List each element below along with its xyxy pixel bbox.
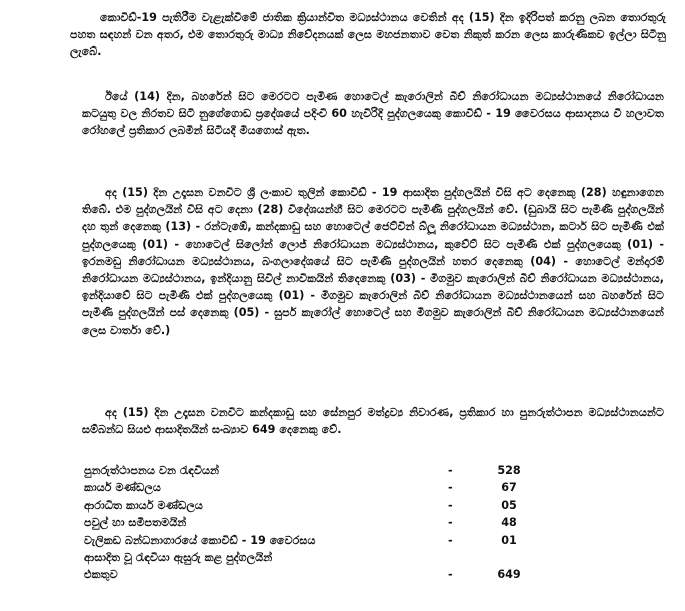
stats-row-total [84,549,604,584]
stats-row [84,497,604,514]
paragraph-new-cases: අද (15) දින උදෑසන වනවිට ශ්‍රී ලංකාව තුලින් කොවිඩ් - 19 ආසාදිත පුද්ගලයින් විසි අට දෙනෙකු (28) හඳුනාගෙන තිබේ. එම පුද්ගලයින් විසි අට දෙනා (28) විදේශයන්හී සිට මෙරටට පැමිණි පුද්ගලයින් වේ. (ඩුබායි සිට පැමිණි පුද්ගලයින් දහ තුන් දෙනෙකු (13) - රන්ටැඹේ, කන්දකාඩු සහ හොටෙල් ජෙට්වින් බ්ලූ නිරෝධායන මධ්‍යස්ථාන, කටාර් සිට පැමිණි එක් පුද්ගලයෙකු (01) - හොටෙල් සිලෝන් ලොජ් නිරෝධායන මධ්‍යස්ථානය, කුවේට් සිට පැමිණි එක් පුද්ගලයෙකු (01) - ඉරනමඩු නිරෝධායන මධ්‍යස්ථානය, බංගලාදේශයේ සිට පැමිණි පුද්ගලයින් හතර දෙනෙකු (04) - හොටෙල් මන්දාරම් නිරෝධායන මධ්‍යස්ථානය, ඉන්දියානු සිවිල් නාවිකයින් තිදෙනෙකු (03) - මීගමුව කැරොලින් බීච් නිරෝධායන මධ්‍යස්ථානය, ඉන්දියාවේ සිට පැමිණි එක් පුද්ගලයෙකු (01) - මීගමුව කැරොලින් බීච් නිරෝධායන මධ්‍යස්ථානයෙන් සහ බහරේන් සිට පැමිණි පුද්ගලයින් පස් දෙනෙකු (05) - සුපර් කැරෝල් හොටෙල් සහ මීගමුව කැරොලින් බීච් නිරෝධායන මධ්‍යස්ථානයෙන් ලෙස වාර්තා වේ.) [82,186,664,337]
stats-label: පවුල් හා සමීපතමයින් [84,516,187,530]
stats-value: 528 [497,464,521,477]
stats-value: 05 [501,498,517,512]
stats-row [84,462,604,479]
stats-label: කාර්ය මණ්ඩලය [84,481,161,495]
stats-dash: - [448,464,453,477]
stats-dash: - [448,516,453,530]
stats-total-value: 649 [497,568,521,582]
stats-row [84,514,604,531]
stats-dash: - [448,481,453,495]
stats-list [84,462,604,584]
stats-label-line2: එකතුව [84,568,118,582]
stats-label-line1: ආසාදිත වූ රැඳවියා ඇසුරු කළ පුද්ගලයින් [84,550,273,564]
stats-value: 01 [501,533,517,547]
stats-label: වැලිකඩ බන්ධනාගාරයේ කොවිඩ් - 19 වෛරසය [84,533,316,547]
paragraph-death-report: ඊයේ (14) දින, බහරේන් සිට මෙරටට පැමිණ හොටෙල් කැරොලින් බීච් නිරෝධායන මධ්‍යස්ථානයේ නිරෝධායන කටයුතු වල නිරතව සිටි නුගේගොඩ ප්‍රදේශයේ පදිංචි 60 හැවිරිදි පුද්ගලයෙකු කොවිඩ් - 19 වෛරසය ආසාදනය වී හලාවත රෝහලේ ප්‍රතිකාර ලබමින් සිටියදී මියගොස් ඇත. [82,90,664,138]
stats-value: 48 [501,516,517,530]
stats-label [84,549,414,584]
stats-value: 67 [501,481,517,495]
stats-label: පුනරුත්ථාපනය වන රැඳවියන් [84,464,220,477]
stats-dash: - [448,533,453,547]
stats-dash: - [448,568,453,582]
stats-dash: - [448,498,453,512]
stats-label: ආරාධිත කාර්ය මණ්ඩලය [84,498,203,512]
paragraph-intro: කොවිඩ්-19 පැතිරීම වැළැක්වීමේ ජාතික ක්‍රියාන්විත මධ්‍යස්ථානය වෙතින් අද (15) දින ඉදිරිපත් කරනු ලබන තොරතුරු පහත සඳහන් වන අතර, එම තොරතුරු මාධ්‍ය නිවේදනයක් ලෙස මහජනතාව වෙත නිකුත් කරන ලෙස කාරුණිකව ඉල්ලා සිටිනු ලැබේ. [70,11,666,59]
stats-row [84,532,604,549]
paragraph-rehab-total: අද (15) දින උදෑසන වනවිට කන්දකාඩු සහ සේනපුර මත්ද්‍රව්‍ය නිවාරණ, ප්‍රතිකාර හා පුනරුත්ථාපන මධ්‍යස්ථානයන්ට සම්බන්ධ සියළු ආසාදිතයින් සංඛ්‍යාව 649 දෙනෙකු වේ. [82,406,664,437]
stats-row [84,479,604,496]
